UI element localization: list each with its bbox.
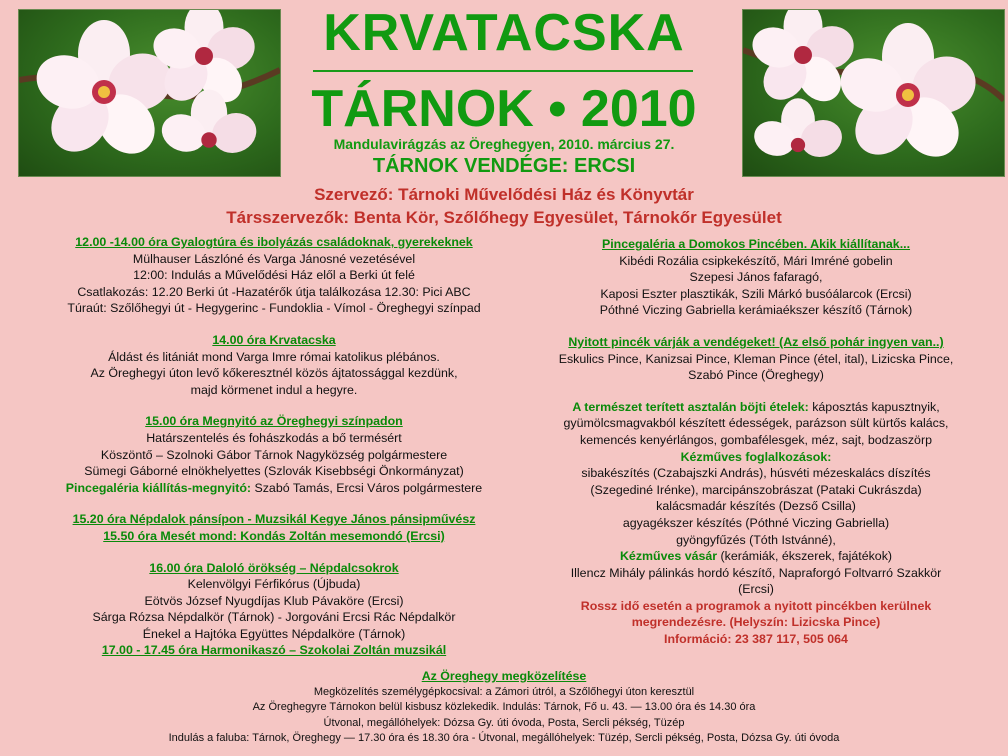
program-line: gyümölcsmagvakból készített édességek, parázson sült kürtős kalács, [563, 416, 949, 431]
access-section [0, 669, 1008, 747]
program-block-heritage [0, 560, 548, 660]
program-block-opening [0, 413, 548, 496]
access-line: Megközelítés személygépkocsival: a Zámori útról, a Szőlőhegyi úton keresztül [313, 685, 695, 698]
gallery-block [520, 236, 992, 319]
program-line: kemencés kenyérlángos, gombafélesgek, méz, sajt, bodzaszörp [580, 432, 932, 447]
program-line: Határszentelés és fohászkodás a bő termésért [146, 430, 402, 445]
program-heading: 12.00 -14.00 óra Gyalogtúra és ibolyázás családoknak, gyerekeknek [75, 235, 473, 249]
weather-notice: megrendezésre. (Helyszín: Lizicska Pince) [631, 615, 881, 630]
page-title: KRVATACSKA [323, 4, 685, 62]
access-line: Az Öreghegyre Tárnokon belül kisbusz közlekedik. Indulás: Tárnok, Fő u. 43. — 13.00 óra és 14.30 óra [252, 701, 756, 714]
program-block-krvatacska [0, 332, 548, 398]
program-heading: Pincegaléria a Domokos Pincében. Akik kiállítanak... [601, 237, 911, 251]
program-line: Áldást és litániát mond Varga Imre római katolikus plébános. [108, 349, 440, 364]
access-line: Útvonal, megállóhelyek: Dózsa Gy. úti óvoda, Posta, Sercli pékség, Tüzép [323, 716, 685, 729]
program-line: Sárga Rózsa Népdalkör (Tárnok) - Jorgováni Ercsi Rác Népdalkör [92, 610, 456, 625]
event-subtitle: Mandulavirágzás az Öreghegyen, 2010. március 27. [333, 136, 675, 152]
program-line: Csatlakozás: 12.20 Berki út -Hazatérők útja találkozása 12.30: Pici ABC [77, 284, 471, 299]
program-left-column [0, 234, 548, 659]
program-heading: 14.00 óra Krvatacska [212, 332, 336, 347]
food-text: káposztás kapusztnyik, [808, 399, 940, 414]
program-line: Köszöntő – Szolnoki Gábor Tárnok Nagyközség polgármestere [100, 447, 448, 462]
gallery-opening-text: Szabó Tamás, Ercsi Város polgármestere [251, 480, 483, 495]
market-label: Kézműves vásár [619, 549, 718, 564]
program-line: Póthné Viczing Gabriella kerámiaékszer készítő (Tárnok) [599, 303, 913, 318]
page-title-year: TÁRNOK • 2010 [311, 80, 697, 138]
program-line: (Szegediné Irénke), marcipánszobrászat (Pataki Cukrászda) [590, 482, 922, 497]
program-line: Mülhauser Lászlóné és Varga Jánosné vezetésével [132, 251, 416, 266]
program-line: (Ercsi) [738, 582, 774, 597]
program-heading: Nyitott pincék várják a vendégeket! (Az első pohár ingyen van..) [568, 334, 944, 349]
crafts-heading: Kézműves foglalkozások: [680, 449, 832, 464]
co-organizers-line: Társszervezők: Benta Kör, Szőlőhegy Egyesület, Tárnokőr Egyesület [226, 208, 782, 227]
program-heading: 15.20 óra Népdalok pánsípon - Muzsikál Kegye János pánsipművész [72, 512, 476, 527]
access-line: Indulás a faluba: Tárnok, Öreghegy — 17.30 óra és 18.30 óra - Útvonal, megállóhelyek: Tüzép, Sercli pékség, Posta, Dózsa Gy. úti óvoda [168, 732, 840, 745]
program-heading: 15.00 óra Megnyitó az Öreghegyi színpadon [145, 414, 403, 429]
program-line: agyagékszer készítés (Póthné Viczing Gabriella) [622, 515, 890, 530]
title-divider [313, 70, 693, 72]
program-line: Szepesi János fafaragó, [689, 270, 823, 285]
weather-notice: Rossz idő esetén a programok a nyitott pincékben kerülnek [580, 598, 932, 613]
program-line: sibakészítés (Czabajszki András), húsvéti mézeskalács díszítés [581, 466, 931, 481]
program-line [0, 480, 548, 497]
program-heading: 16.00 óra Daloló örökség – Népdalcsokrok [149, 560, 399, 575]
program-line: Sümegi Gáborné elnökhelyettes (Szlovák Kisebbségi Önkormányzat) [84, 464, 464, 479]
food-label: A természet terített asztalán böjti ételek: [572, 399, 809, 414]
program-block-hike [0, 234, 548, 317]
food-crafts-block [520, 399, 992, 648]
program-line [520, 399, 992, 416]
program-line: Szabó Pince (Öreghegy) [688, 368, 824, 383]
program-line: kalácsmadár készítés (Dezső Csilla) [656, 499, 856, 514]
program-line: Énekel a Hajtóka Együttes Népdalköre (Tárnok) [142, 626, 406, 641]
program-heading: 17.00 - 17.45 óra Harmonikaszó – Szokolai Zoltán muzsikál [101, 643, 447, 658]
market-text: (kerámiák, ékszerek, fajátékok) [717, 549, 893, 564]
info-phone: Információ: 23 387 117, 505 064 [664, 632, 848, 647]
organizer-line: Szervező: Tárnoki Művelődési Ház és Könyvtár [314, 185, 694, 204]
access-heading: Az Öreghegy megközelítése [421, 669, 587, 683]
program-line: 12:00: Indulás a Művelődési Ház elől a Berki út felé [133, 268, 415, 283]
program-line: Kibédi Rozália csipkekészítő, Mári Imréné gobelin [619, 253, 893, 268]
program-line: Eötvös József Nyugdíjas Klub Pávaköre (Ercsi) [144, 593, 404, 608]
gallery-opening-label: Pincegaléria kiállítás-megnyitó: [65, 480, 252, 495]
program-line: gyöngyfűzés (Tóth Istvánné), [676, 532, 836, 547]
program-line: Túraút: Szőlőhegyi út - Hegygerinc - Fundoklia - Vímol - Öreghegyi színpad [67, 301, 481, 316]
program-right-column [520, 236, 992, 648]
program-line: Az Öreghegyi úton levő kőkeresztnél közös ájtatossággal kezdünk, [90, 366, 458, 381]
open-cellars-block [520, 334, 992, 384]
program-line: Kelenvölgyi Férfikórus (Újbuda) [187, 577, 361, 592]
program-line: Eskulics Pince, Kanizsai Pince, Kleman Pince (étel, ital), Lizicska Pince, [558, 351, 954, 366]
guest-heading: TÁRNOK VENDÉGE: ERCSI [372, 155, 636, 177]
program-block-folk [0, 511, 548, 544]
program-line: Kaposi Eszter plasztikák, Szili Márkó busóálarcok (Ercsi) [600, 286, 912, 301]
program-line: Illencz Mihály pálinkás hordó készítő, Napraforgó Foltvarró Szakkör [570, 565, 942, 580]
program-heading: 15.50 óra Mesét mond: Kondás Zoltán mesemondó (Ercsi) [103, 528, 445, 543]
program-line: majd körmenet indul a hegyre. [190, 382, 358, 397]
program-line [520, 548, 992, 565]
